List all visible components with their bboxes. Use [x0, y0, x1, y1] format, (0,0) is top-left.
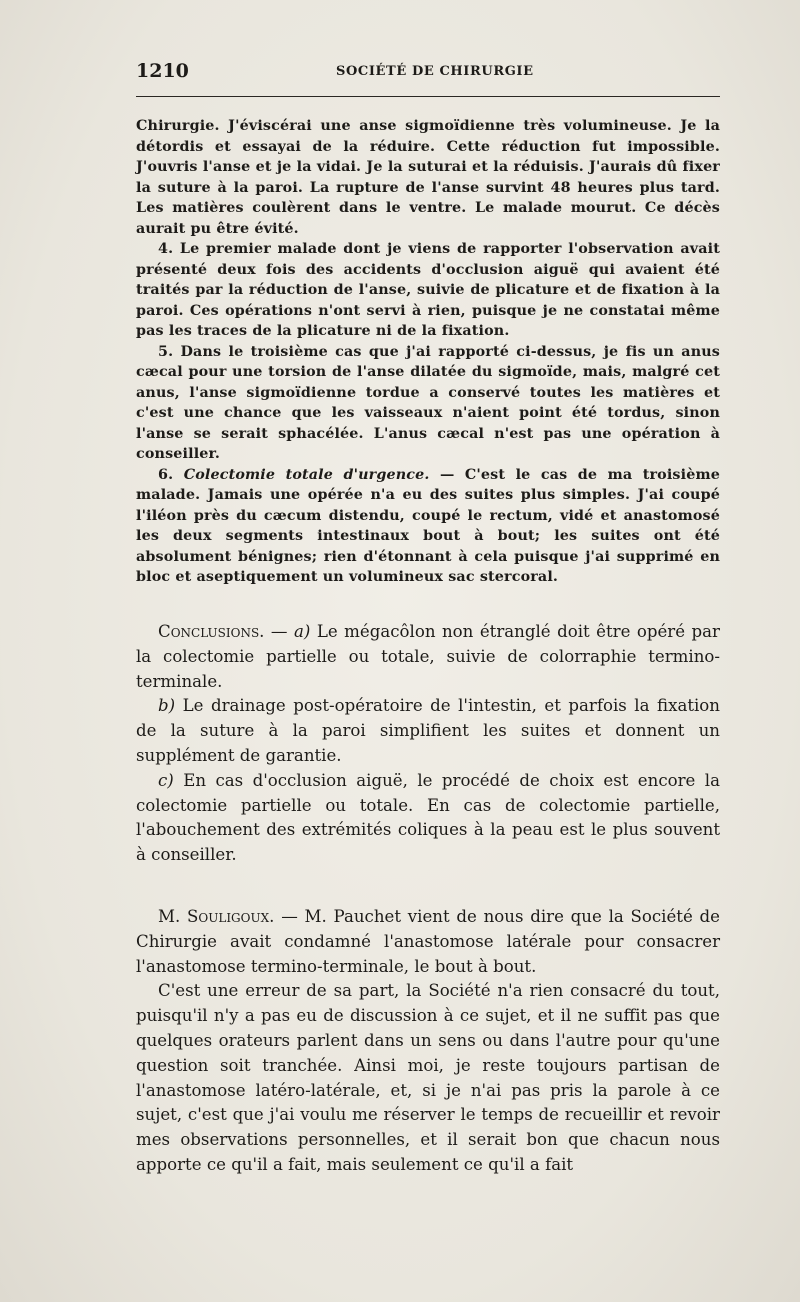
conclusion-a: Conclusions. — a) Le mégacôlon non étranglé doit être opéré par la colectomie partielle ou totale, suivie de colorraphie termino-terminale.: [136, 622, 720, 691]
speaker-prefix: M.: [158, 907, 181, 926]
conclusion-b-marker: b): [158, 696, 176, 716]
point-6-number: 6.: [158, 466, 174, 483]
conclusion-b-text: Le drainage post-opératoire de l'intestin, et parfois la fixation de la suture à la paroi simplifient les suites et donnent un supplément de garantie.: [136, 696, 720, 765]
paragraph-point-5: 5. Dans le troisième cas que j'ai rapporté ci-dessus, je fis un anus cæcal pour une torsion de l'anse dilatée du sigmoïde, mais, malgré cet anus, l'anse sigmoïdienne tordue a conservé toutes les matières et c'est une chance que les vaisseaux n'aient point été tordus, sinon l'anse se serait sphacélée. L'anus cæcal n'est pas une opération à conseiller.: [136, 343, 720, 462]
discussion-paragraph-2: C'est une erreur de sa part, la Société n'a rien consacré du tout, puisqu'il n'y a pas eu de discussion à ce sujet, et il ne suffit pas que quelques orateurs parlent dans un sens ou dans l'autre pour qu'une question soit tranchée. Ainsi moi, je reste toujours partisan de l'anastomose latéro-latérale, et, si je n'ai pas pris la parole à ce sujet, c'est que j'ai voulu me réserver le temps de recueillir et revoir mes observations personnelles, et il serait bon que chacun nous apporte ce qu'il a fait, mais seulement ce qu'il a fait: [136, 981, 720, 1174]
observations-section: [136, 116, 720, 588]
speaker-name: Souligoux.: [187, 907, 275, 926]
paragraph-continuation: Chirurgie. J'éviscérai une anse sigmoïdienne très volumineuse. Je la détordis et essayai de la réduire. Cette réduction fut impossible. J'ouvris l'anse et je la vidai. Je la suturai et la réduisis. J'aurais dû fixer la suture à la paroi. La rupture de l'anse survint 48 heures plus tard. Les matières coulèrent dans le ventre. Le malade mourut. Ce décès aurait pu être évité.: [136, 118, 720, 237]
conclusion-c-text: En cas d'occlusion aiguë, le procédé de choix est encore la colectomie partielle ou totale. En cas de colectomie partielle, l'abouchement des extrémités coliques à la peau est le plus souvent à conseiller.: [136, 770, 720, 865]
conclusions-section: [136, 620, 720, 868]
conclusion-c: [136, 769, 720, 868]
discussion-paragraph-1: [136, 905, 720, 979]
point-6-title: Colectomie totale d'urgence.: [183, 466, 430, 483]
paragraph-point-6: [136, 465, 720, 588]
page-header: [136, 60, 720, 86]
conclusions-label: Conclusions.: [158, 622, 265, 641]
running-head: SOCIÉTÉ DE CHIRURGIE: [336, 64, 534, 79]
conclusion-a-marker: a): [294, 622, 311, 641]
conclusion-c-marker: c): [158, 770, 174, 790]
header-rule: [136, 96, 720, 97]
conclusion-a-text: Le mégacôlon non étranglé doit être opéré par la colectomie partielle ou totale, suivie de colorraphie termino-terminale.: [136, 622, 720, 691]
page-number: 1210: [136, 60, 189, 82]
paragraph-point-4: 4. Le premier malade dont je viens de rapporter l'observation avait présenté deux fois des accidents d'occlusion aiguë qui avaient été traités par la réduction de l'anse, suivie de plicature et de fixation à la paroi. Ces opérations n'ont servi à rien, puisque je ne constatai même pas les traces de la plicature ni de la fixation.: [136, 241, 720, 339]
discussion-section: [136, 905, 720, 1178]
conclusion-b: [136, 694, 720, 768]
discussion-paragraph-1-text: — M. Pauchet vient de nous dire que la Société de Chirurgie avait condamné l'anastomose latérale pour consacrer l'anastomose termino-terminale, le bout à bout.: [136, 907, 720, 976]
point-6-text: — C'est le cas de ma troisième malade. Jamais une opérée n'a eu des suites plus simples. J'ai coupé l'iléon près du cæcum distendu, coupé le rectum, vidé et anastomosé les deux segments intestinaux bout à bout; les suites ont été absolument bénignes; rien d'étonnant à cela puisque j'ai supprimé en bloc et aseptiquement un volumineux sac stercoral.: [136, 466, 720, 585]
